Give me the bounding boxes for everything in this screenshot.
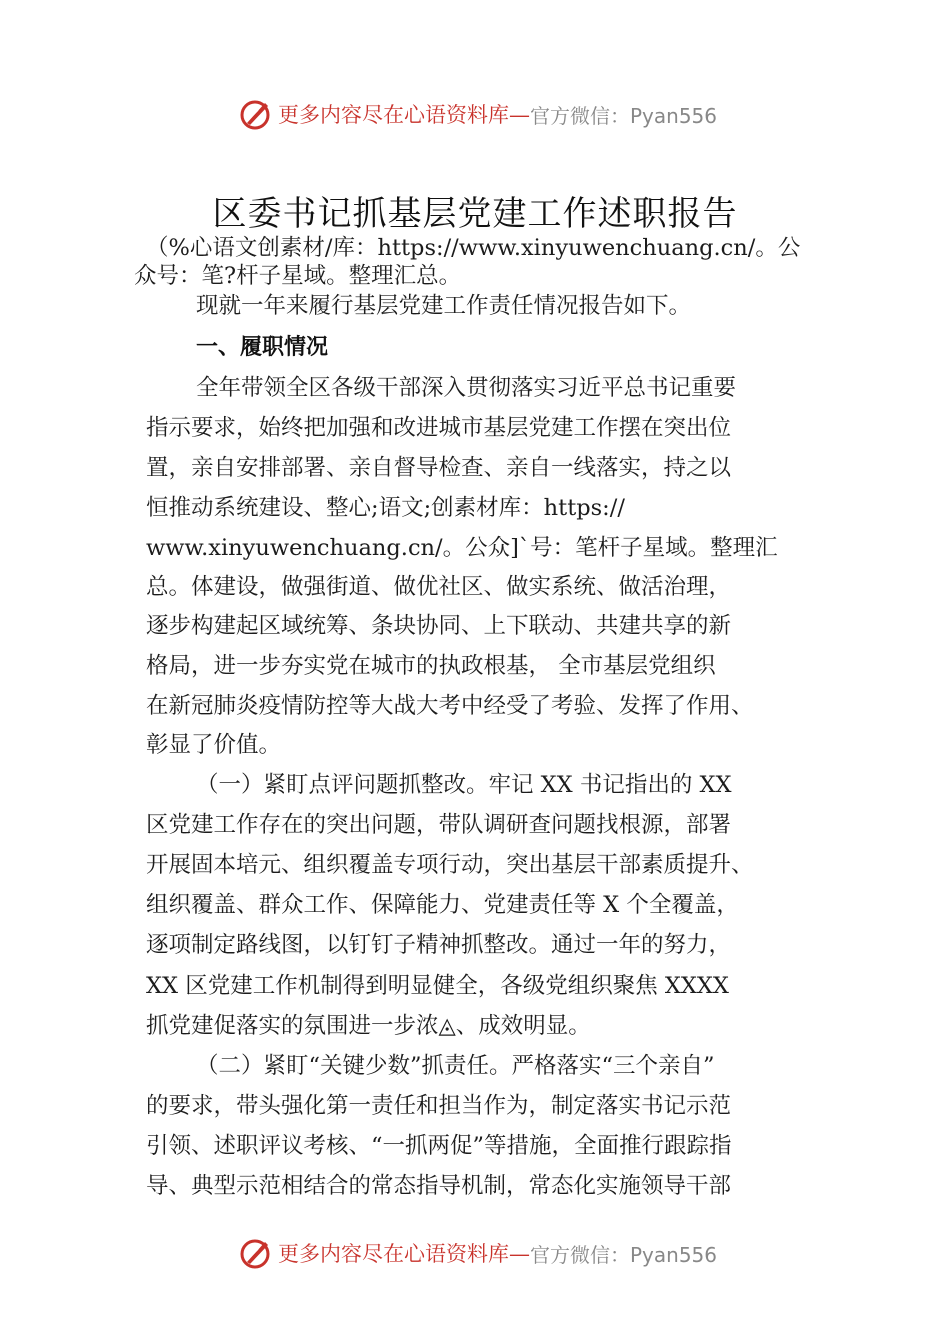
footer-banner <box>0 1233 950 1273</box>
body-line: 在新冠肺炎疫情防控等大战大考中经受了考验、发挥了作用、 <box>146 693 754 719</box>
body-line: 指示要求，始终把加强和改进城市基层党建工作摆在突出位 <box>146 415 732 441</box>
body-line: 抓党建促落实的氛围进一步浓◬、成效明显。 <box>146 1013 591 1039</box>
body-line: 逐步构建起区域统筹、条块协同、上下联动、共建共享的新 <box>146 613 732 639</box>
body-line: 开展固本培元、组织覆盖专项行动，突出基层干部素质提升、 <box>146 852 754 878</box>
section-heading: 一、履职情况 <box>196 335 329 360</box>
body-line: 恒推动系统建设、整心;语文;创素材库：https:// <box>146 495 625 521</box>
body-line: 引领、述职评议考核、“一抓两促”等措施，全面推行跟踪指 <box>146 1133 732 1159</box>
quill-logo-icon <box>238 1235 274 1271</box>
body-line: XX 区党建工作机制得到明显健全，各级党组织聚焦 XXXX <box>146 973 729 999</box>
body-line: 彰显了价值。 <box>146 732 282 758</box>
body-line: www.xinyuwenchuang.cn/。公众]`号：笔杆子星域。整理汇 <box>146 535 778 561</box>
body-line: 区党建工作存在的突出问题，带队调研查问题找根源，部署 <box>146 812 732 838</box>
body-line: 现就一年来履行基层党建工作责任情况报告如下。 <box>196 293 692 319</box>
banner-contact: 官方微信：Pyan556 <box>530 1242 718 1267</box>
banner-text: 更多内容尽在心语资料库— <box>278 103 530 127</box>
banner-text: 更多内容尽在心语资料库— <box>278 1242 530 1266</box>
header-banner <box>0 94 950 134</box>
body-line: （二）紧盯“关键少数”抓责任。严格落实“三个亲自” <box>196 1053 715 1079</box>
body-line: （%心语文创素材/库：https://www.xinyuwenchuang.cn/。公 <box>146 235 801 261</box>
body-line: 的要求，带头强化第一责任和担当作为，制定落实书记示范 <box>146 1093 732 1119</box>
body-line: 置，亲自安排部署、亲自督导检查、亲自一线落实，持之以 <box>146 455 732 481</box>
body-line: （一）紧盯点评问题抓整改。牢记 XX 书记指出的 XX <box>196 772 732 798</box>
body-line: 组织覆盖、群众工作、保障能力、党建责任等 X 个全覆盖， <box>146 892 739 918</box>
body-line: 全年带领全区各级干部深入贯彻落实习近平总书记重要 <box>196 375 737 401</box>
document-title: 区委书记抓基层党建工作述职报告 <box>212 194 738 234</box>
banner-contact: 官方微信：Pyan556 <box>530 103 718 128</box>
body-line: 总。体建设，做强街道、做优社区、做实系统、做活治理， <box>146 574 732 600</box>
body-line: 逐项制定路线图，以钉钉子精神抓整改。通过一年的努力， <box>146 932 732 958</box>
quill-logo-icon <box>238 96 274 132</box>
body-line: 格局，进一步夯实党在城市的执政根基， 全市基层党组织 <box>146 653 716 679</box>
body-line: 导、典型示范相结合的常态指导机制，常态化实施领导干部 <box>146 1173 732 1199</box>
body-line: 众号：笔?杆子星域。整理汇总。 <box>134 263 462 289</box>
